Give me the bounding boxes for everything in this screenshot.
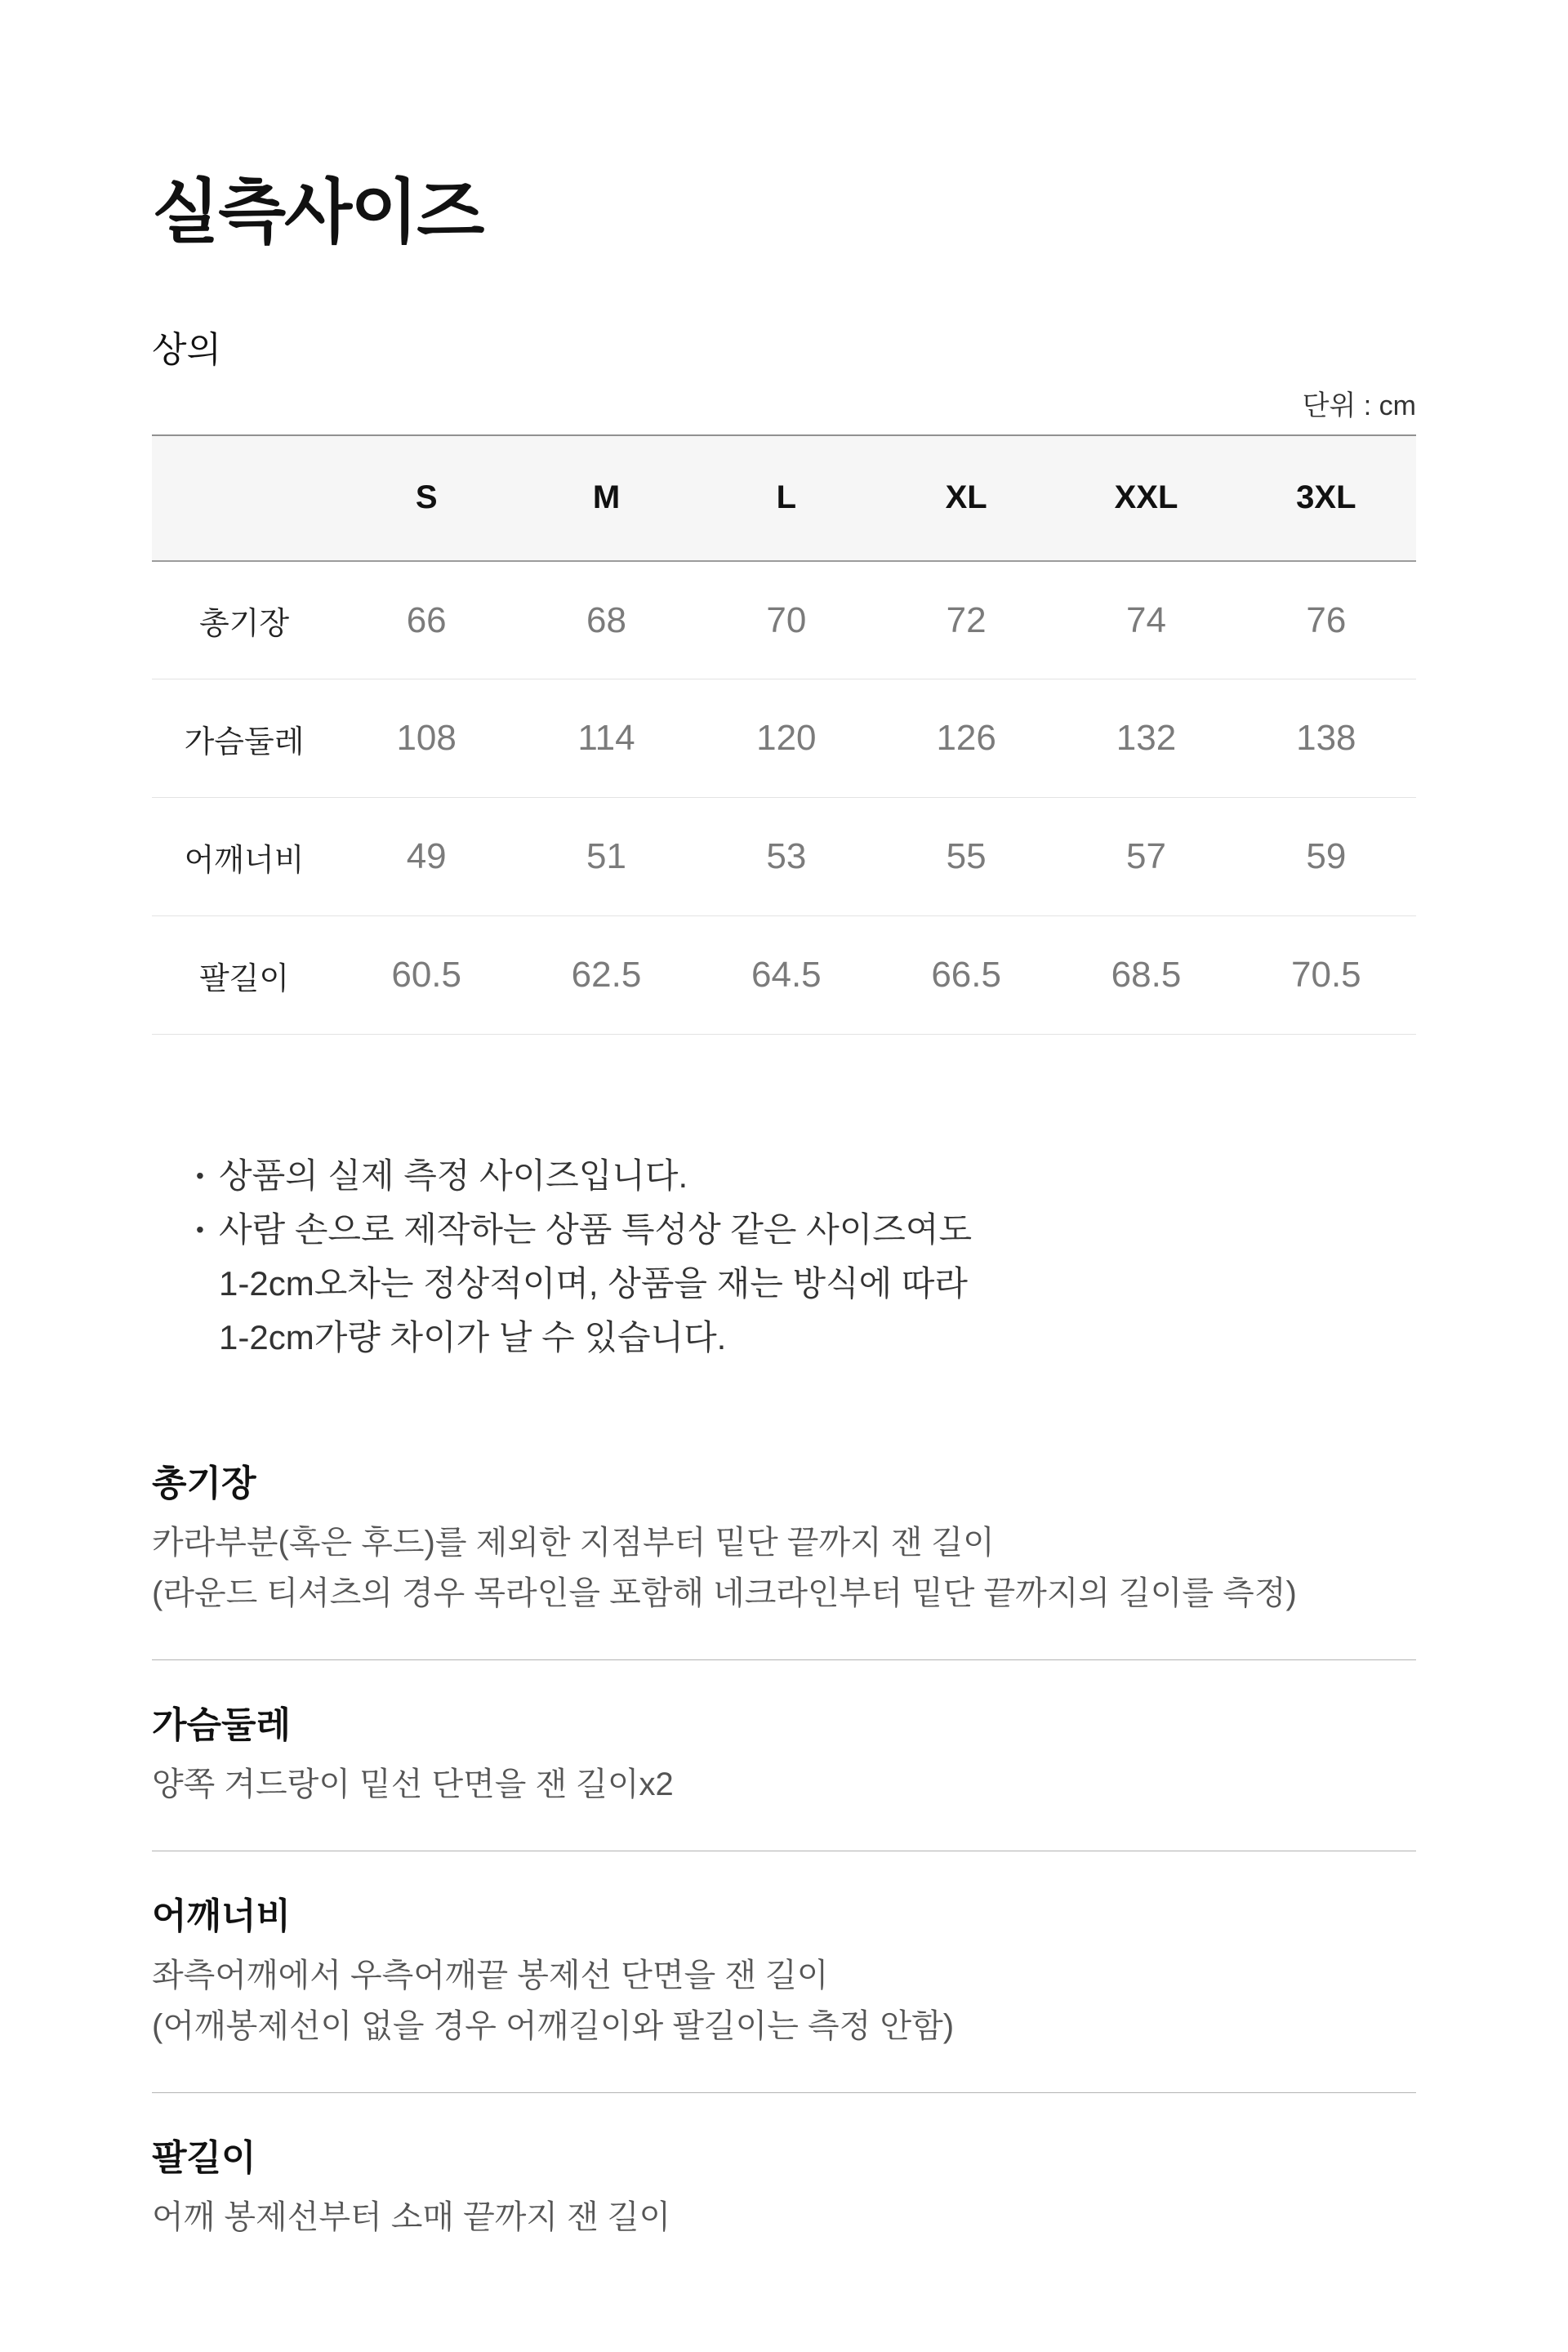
definition-section-total-length xyxy=(152,1463,1416,1660)
page-title: 실측사이즈 xyxy=(152,173,483,252)
note-line: 상품의 실제 측정 사이즈입니다. xyxy=(219,1156,688,1196)
size-value-cell: 66.5 xyxy=(931,955,1001,996)
size-value-cell: 59 xyxy=(1306,836,1347,877)
row-label: 어깨너비 xyxy=(184,843,305,878)
size-value-cell: 68 xyxy=(586,599,626,640)
measurement-definitions xyxy=(152,1463,1416,2283)
size-value-cell: 57 xyxy=(1126,836,1166,877)
note-item xyxy=(196,1203,1416,1365)
size-table-header xyxy=(152,435,1416,561)
size-value-cell: 55 xyxy=(946,836,987,877)
header-cell-xxl: XXL xyxy=(1056,435,1236,561)
size-value-cell: 53 xyxy=(766,836,807,877)
note-line: 1-2cm가량 차이가 날 수 있습니다. xyxy=(219,1318,727,1357)
definition-section-chest xyxy=(152,1704,1416,1851)
size-value-cell: 70 xyxy=(766,599,807,640)
header-cell-3xl: 3XL xyxy=(1236,435,1416,561)
table-row-shoulder xyxy=(152,798,1416,916)
definition-text: 양쪽 겨드랑이 밑선 단면을 잰 길이x2 xyxy=(152,1766,674,1802)
size-value-cell: 76 xyxy=(1306,599,1347,640)
size-table xyxy=(152,434,1416,1036)
size-value-cell: 64.5 xyxy=(751,955,822,996)
header-row xyxy=(152,435,1416,561)
row-label: 팔길이 xyxy=(198,961,290,996)
table-row-total-length xyxy=(152,561,1416,679)
definition-text: (어깨봉제선이 없을 경우 어깨길이와 팔길이는 측정 안함) xyxy=(152,2007,955,2044)
size-value-cell: 108 xyxy=(396,718,457,759)
size-value-cell: 138 xyxy=(1296,718,1356,759)
definition-section-shoulder xyxy=(152,1895,1416,2093)
size-value-cell: 51 xyxy=(586,836,626,877)
size-value-cell: 120 xyxy=(756,718,817,759)
size-value-cell: 114 xyxy=(577,718,635,759)
header-cell-l: L xyxy=(697,435,876,561)
size-value-cell: 66 xyxy=(406,599,447,640)
header-corner-cell xyxy=(152,435,336,561)
note-line: 1-2cm오차는 정상적이며, 상품을 재는 방식에 따라 xyxy=(219,1264,969,1303)
header-cell-s: S xyxy=(336,435,516,561)
size-value-cell: 72 xyxy=(946,599,987,640)
size-value-cell: 68.5 xyxy=(1111,955,1182,996)
row-label: 총기장 xyxy=(198,607,290,642)
size-value-cell: 62.5 xyxy=(571,955,642,996)
size-value-cell: 70.5 xyxy=(1291,955,1361,996)
unit-label: 단위 : cm xyxy=(1302,390,1416,421)
section-title-tops: 상의 xyxy=(152,330,222,371)
definition-term: 가슴둘레 xyxy=(152,1705,292,1746)
definition-text: (라운드 티셔츠의 경우 목라인을 포함해 네크라인부터 밑단 끝까지의 길이를 측정) xyxy=(152,1575,1297,1612)
size-value-cell: 49 xyxy=(406,836,447,877)
note-line: 사람 손으로 제작하는 상품 특성상 같은 사이즈여도 xyxy=(219,1210,973,1250)
table-row-chest xyxy=(152,679,1416,798)
definition-text: 어깨 봉제선부터 소매 끝까지 잰 길이 xyxy=(152,2198,671,2235)
size-value-cell: 74 xyxy=(1126,599,1166,640)
definition-text: 카라부분(혹은 후드)를 제외한 지점부터 밑단 끝까지 잰 길이 xyxy=(152,1525,995,1561)
size-value-cell: 60.5 xyxy=(391,955,461,996)
row-label: 가슴둘레 xyxy=(184,724,305,760)
size-value-cell: 132 xyxy=(1116,718,1177,759)
notes-list xyxy=(196,1149,1416,1365)
header-cell-xl: XL xyxy=(876,435,1056,561)
definition-term: 팔길이 xyxy=(152,2137,256,2178)
definition-text: 좌측어깨에서 우측어깨끝 봉제선 단면을 잰 길이 xyxy=(152,1957,829,1993)
size-value-cell: 126 xyxy=(936,718,996,759)
definition-section-sleeve xyxy=(152,2137,1416,2283)
definition-term: 어깨너비 xyxy=(152,1896,292,1936)
table-row-sleeve xyxy=(152,916,1416,1035)
definition-term: 총기장 xyxy=(152,1463,256,1504)
note-item xyxy=(196,1149,1416,1203)
header-cell-m: M xyxy=(516,435,696,561)
